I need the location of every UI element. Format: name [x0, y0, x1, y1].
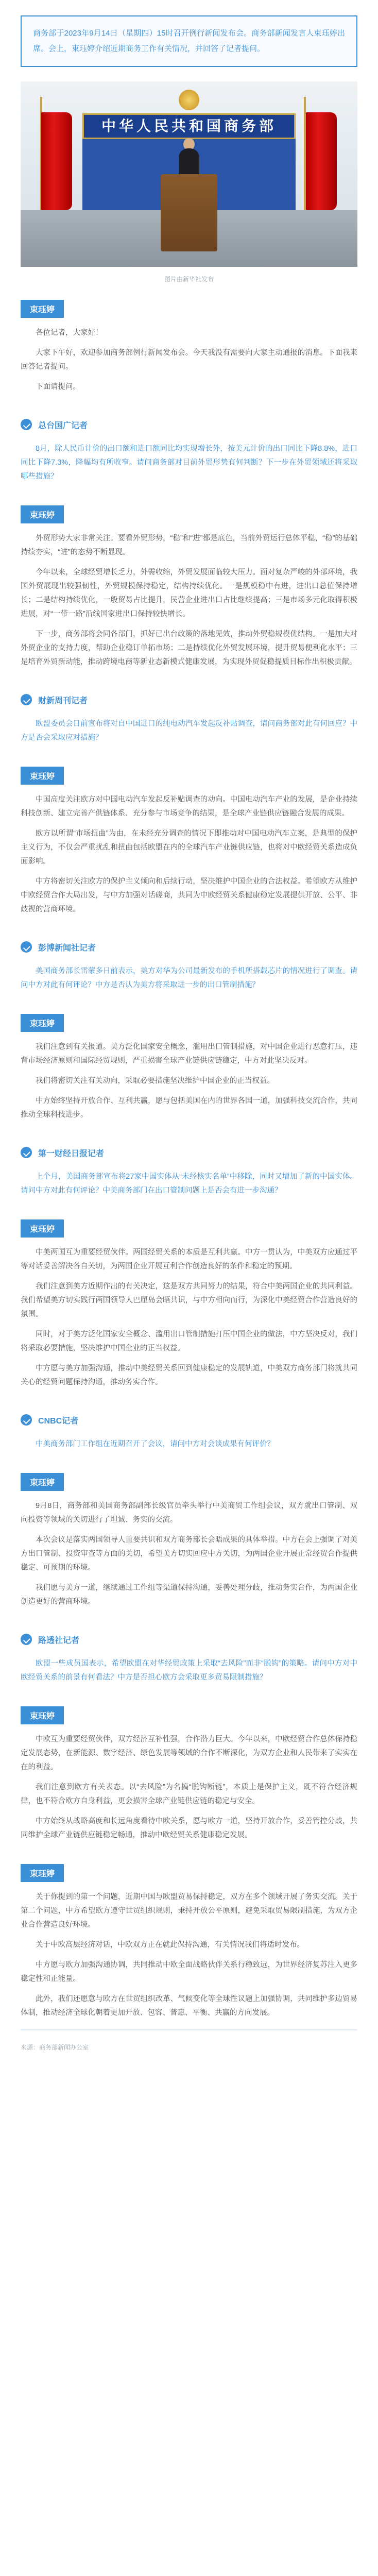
- intro-box: [21, 15, 357, 67]
- question-text: [21, 1437, 357, 1451]
- paragraph: 大家下午好，欢迎参加商务部例行新闻发布会。今天我没有需要向大家主动通报的消息。下面我来回答记者提问。: [21, 349, 357, 371]
- reporter-label: CNBC记者: [21, 1411, 78, 1429]
- photo-banner: 中华人民共和国商务部: [82, 113, 296, 139]
- transcript-block: [21, 1615, 357, 1685]
- paragraph: 下面请提问。: [36, 383, 80, 391]
- answer-text: [21, 1733, 357, 1842]
- spokesperson-label: 束珏婷: [21, 1706, 64, 1724]
- paragraph: 美国商务部长雷蒙多日前表示，美方对华为公司最新发布的手机所搭载芯片的情况进行了调查。请问中方对此有何评论？中方是否认为美方将采取进一步的出口管制措施？: [21, 967, 357, 989]
- paragraph: 中方始终坚持开放合作、互利共赢，愿与包括美国在内的世界各国一道，加强科技交流合作，共同推动全球科技进步。: [21, 1097, 357, 1119]
- transcript-block: [21, 1396, 357, 1451]
- paragraph: 关于中欧高层经济对话，中欧双方正在就此保持沟通，有关情况我们将适时发布。: [36, 1941, 304, 1949]
- reporter-label: 总台国广记者: [21, 416, 88, 434]
- paragraph: 此外，我们还愿意与欧方在世贸组织改革、气候变化等全球性议题上加强协调，共同维护多边贸易体制，推动经济全球化朝着更加开放、包容、普惠、平衡、共赢的方向发展。: [21, 1995, 357, 2017]
- question-text: [21, 717, 357, 745]
- question-text: [21, 1170, 357, 1198]
- transcript-block: [21, 675, 357, 745]
- paragraph: 上个月，美国商务部宣布将27家中国实体从“未经核实名单”中移除，同时又增加了新的中国实体。请问中方对此有何评论？中美商务部门在出口管制问题上是否会有进一步沟通？: [21, 1173, 357, 1195]
- question-text: [21, 1657, 357, 1685]
- flag-left: [41, 112, 72, 210]
- paragraph: 中方愿与美方加强沟通，推动中美经贸关系回到健康稳定的发展轨道，中美双方商务部门将就共同关心的经贸问题保持沟通，推动务实合作。: [21, 1364, 357, 1386]
- reporter-label: 财新周刊记者: [21, 691, 88, 709]
- transcript-block: [21, 751, 357, 917]
- photo-caption: 图片由新华社发布: [164, 276, 214, 283]
- transcript-block: [21, 1849, 357, 2020]
- paragraph: 我们注意到欧方有关表态。以“去风险”为名搞“脱钩断链”，本质上是保护主义，既不符合经济规律，也不符合欧方自身利益，更会损害全球产业链供应链的稳定与安全。: [21, 1783, 357, 1805]
- reporter-label: 彭博新闻社记者: [21, 938, 96, 956]
- spokesperson-label: 束珏婷: [21, 1219, 64, 1238]
- paragraph: 我们注意到有关报道。美方泛化国家安全概念，滥用出口管制措施，对中国企业进行恶意打压，违背市场经济原则和国际经贸规则，严重损害全球产业链供应链稳定，中方对此坚决反对。: [21, 1043, 357, 1065]
- paragraph: 我们将密切关注有关动向，采取必要措施坚决维护中国企业的正当权益。: [36, 1077, 274, 1085]
- transcript-block: [21, 490, 357, 669]
- answer-text: [21, 532, 357, 669]
- paragraph: 各位记者，大家好！: [36, 329, 103, 337]
- paragraph: 中方将密切关注欧方的保护主义倾向和后续行动，坚决维护中国企业的合法权益。希望欧方从维护中欧经贸合作大局出发，与中方加强对话磋商，共同为中欧经贸关系健康稳定发展提供开放、公平、非歧视的营商环境。: [21, 877, 357, 913]
- paragraph: 中国高度关注欧方对中国电动汽车发起反补贴调查的动向。中国电动汽车产业的发展，是企业持续科技创新、建立完善产供链体系、充分参与市场竞争的结果，是全球产业链供应链融合发展的成果。: [21, 795, 357, 818]
- transcript-block: [21, 998, 357, 1122]
- paragraph: 我们愿与美方一道，继续通过工作组等渠道保持沟通，妥善处理分歧，推动务实合作，为两国企业创造更好的营商环境。: [21, 1584, 357, 1606]
- answer-text: [21, 793, 357, 917]
- paragraph: 8月，除人民币计价的出口额和进口额同比均实现增长外，按美元计价的出口同比下降8.8%，进口同比下降7.3%，降幅均有所收窄。请问商务部对目前外贸形势有何判断？下一步在外贸领域还将采取哪些措施？: [21, 445, 357, 481]
- spokesperson-label: 束珏婷: [21, 300, 64, 318]
- answer-text: [21, 1246, 357, 1389]
- transcript-block: [21, 923, 357, 992]
- answer-text: [21, 1040, 357, 1122]
- footer-source: 来源：商务部新闻办公室: [21, 2044, 89, 2051]
- paragraph: 欧盟一些成员国表示，希望欧盟在对华经贸政策上采取“去风险”而非“脱钩”的策略。请问中方对中欧经贸关系的前景有何看法？中方是否担心欧方会采取更多贸易限制措施？: [21, 1659, 357, 1682]
- reporter-label: 路透社记者: [21, 1631, 79, 1649]
- reporter-label: 第一财经日报记者: [21, 1144, 104, 1162]
- paragraph: 同时，对于美方泛化国家安全概念、滥用出口管制措施打压中国企业的做法，中方坚决反对，我们将采取必要措施，坚决维护中国企业的正当权益。: [21, 1330, 357, 1352]
- paragraph: 下一步，商务部将会同各部门，抓好已出台政策的落地见效，推动外贸稳规模优结构。一是加大对外贸企业的支持力度，帮助企业稳订单拓市场；二是持续优化外贸发展环境，提升贸易便利化水平；三是培育外贸新动能，推动跨境电商等新业态新模式健康发展，为实现外贸促稳提质目标作出积极贡献。: [21, 630, 357, 666]
- paragraph: 中美商务部门工作组在近期召开了会议，请问中方对会谈成果有何评价？: [36, 1440, 274, 1448]
- paragraph: 中方愿与欧方加强沟通协调，共同推动中欧全面战略伙伴关系行稳致远，为世界经济复苏注入更多稳定性和正能量。: [21, 1961, 357, 1983]
- spokesperson-label: 束珏婷: [21, 1864, 64, 1882]
- answer-text: [21, 1890, 357, 2020]
- transcript-block: [21, 1128, 357, 1198]
- paragraph: 欧方以所谓“市场扭曲”为由，在未经充分调查的情况下即推动对中国电动汽车立案，是典型的保护主义行为，不仅会严重扰乱和扭曲包括欧盟在内的全球汽车产业链供应链，也将对中欧经贸关系造成负面影响。: [21, 829, 357, 866]
- intro-text: 商务部于2023年9月14日（星期四）15时召开例行新闻发布会。商务部新闻发言人束珏婷出席。会上，束珏婷介绍近期商务工作有关情况，并回答了记者提问。: [33, 29, 345, 53]
- question-text: [21, 964, 357, 992]
- transcript: [0, 284, 378, 2020]
- paragraph: 中欧互为重要经贸伙伴，双方经济互补性强，合作潜力巨大。今年以来，中欧经贸合作总体保持稳定发展态势，在新能源、数字经济、绿色发展等领域的合作不断深化，为双方企业和人民带来了实实在在的利益。: [21, 1735, 357, 1771]
- national-emblem-icon: [179, 90, 199, 110]
- spokesperson-label: 束珏婷: [21, 767, 64, 785]
- answer-text: [21, 1499, 357, 1609]
- transcript-block: [21, 1204, 357, 1389]
- spokesperson-label: 束珏婷: [21, 1473, 64, 1491]
- paragraph: 今年以来，全球经贸增长乏力，外需收缩，外贸发展面临较大压力。面对复杂严峻的外部环境，我国外贸展现出较强韧性，外贸规模保持稳定，结构持续优化。一是规模稳中有进，进出口总值保持增长；二是结构持续优化，一般贸易占比提升，民营企业进出口占比继续提高；三是市场多元化取得积极进展，对“一带一路”沿线国家进出口保持较快增长。: [21, 568, 357, 618]
- press-conference-photo: [21, 81, 357, 267]
- flag-right: [306, 112, 337, 210]
- transcript-block: [21, 1691, 357, 1842]
- paragraph: 欧盟委员会日前宣布将对自中国进口的纯电动汽车发起反补贴调查，请问商务部对此有何回应？中方是否会采取应对措施？: [21, 720, 357, 742]
- answer-text: [21, 326, 357, 394]
- transcript-block: [21, 1458, 357, 1609]
- divider: [21, 2029, 357, 2030]
- paragraph: 我们注意到美方近期作出的有关决定，这是双方共同努力的结果，符合中美两国企业的共同利益。我们希望美方切实践行两国领导人巴厘岛会晤共识，与中方相向而行，为深化中美经贸合作营造良好的氛围。: [21, 1282, 357, 1318]
- spokesperson-label: 束珏婷: [21, 1014, 64, 1032]
- paragraph: 中方始终从战略高度和长远角度看待中欧关系，愿与欧方一道，坚持开放合作，妥善管控分歧，共同维护全球产业链供应链稳定畅通，推动中欧经贸关系健康稳定发展。: [21, 1817, 357, 1839]
- spokesperson-label: 束珏婷: [21, 505, 64, 523]
- question-text: [21, 442, 357, 484]
- transcript-block: [21, 400, 357, 484]
- paragraph: 本次会议是落实两国领导人重要共识和双方商务部长会晤成果的具体举措。中方在会上强调了对美方出口管制、投资审查等方面的关切，希望美方切实回应中方关切，为两国企业开展正常经贸合作提供稳定、可预期的环境。: [21, 1536, 357, 1572]
- paragraph: 外贸形势大家非常关注。要看外贸形势，“稳”和“进”都是底色，当前外贸运行总体平稳，“稳”的基础持续夯实，“进”的态势不断显现。: [21, 534, 357, 556]
- paragraph: 中美两国互为重要经贸伙伴。两国经贸关系的本质是互利共赢。中方一贯认为，中美双方应通过平等对话妥善解决各自关切，为两国企业开展互利合作创造良好的条件和稳定的预期。: [21, 1248, 357, 1270]
- paragraph: 关于你提到的第一个问题，近期中国与欧盟贸易保持稳定，双方在多个领域开展了务实交流。关于第二个问题，中方希望欧方遵守世贸组织规则，秉持开放公平原则，避免采取贸易限制措施，为双方企业合作营造良好环境。: [21, 1893, 357, 1929]
- podium: [161, 174, 217, 251]
- paragraph: 9月8日，商务部和美国商务部副部长级官员牵头举行中美商贸工作组会议，双方就出口管制、双向投资等领域的关切进行了坦诚、务实的交流。: [21, 1502, 357, 1524]
- transcript-block: [21, 284, 357, 394]
